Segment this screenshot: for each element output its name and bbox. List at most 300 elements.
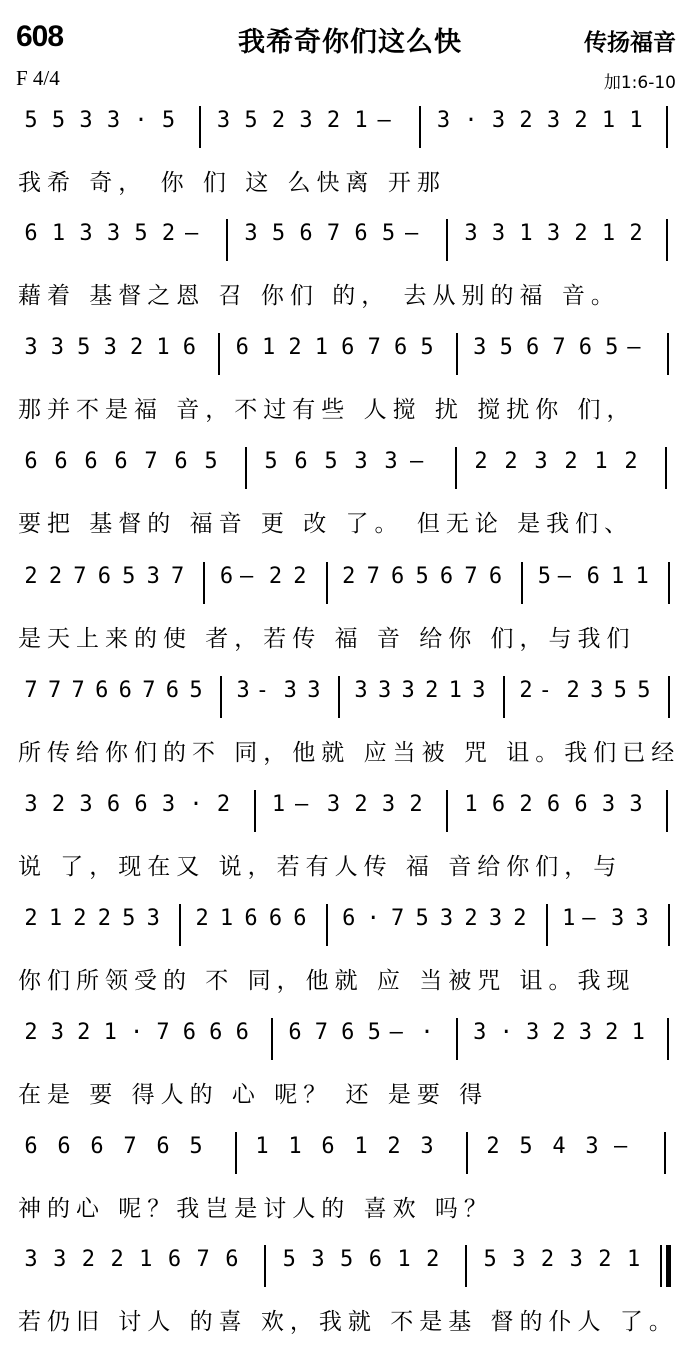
- note: 5: [415, 564, 429, 589]
- lyric-line: 说 了，现在又 说，若有人传 福 音给你们，与: [18, 854, 623, 880]
- note: 6: [342, 906, 356, 931]
- note: 7: [196, 1247, 210, 1272]
- score-line: [0, 441, 700, 551]
- barline: [220, 676, 222, 718]
- note: 3: [525, 1020, 540, 1045]
- score-line: [0, 670, 700, 780]
- note: 1: [261, 335, 276, 360]
- note: 2: [326, 108, 341, 133]
- note: 3: [491, 221, 506, 246]
- sustain-dash: —: [240, 564, 254, 589]
- note: 7: [314, 1020, 329, 1045]
- barline: [455, 447, 457, 489]
- dot-mark: ·: [129, 1020, 144, 1045]
- barline: [665, 447, 667, 489]
- note: 6: [439, 564, 454, 589]
- note: 6: [106, 792, 121, 817]
- note: 2: [474, 449, 488, 474]
- barline: [264, 1245, 266, 1287]
- notation-row: [0, 441, 700, 513]
- note: 3: [578, 1020, 593, 1045]
- note: 2: [81, 1247, 96, 1272]
- barline: [338, 676, 340, 718]
- lyric-line: 在是 要 得人的 心 呢？ 还 是要 得: [18, 1082, 489, 1108]
- note: 1: [271, 792, 286, 817]
- barline: [446, 219, 448, 261]
- note: 2: [598, 1247, 612, 1272]
- note: 6: [525, 335, 540, 360]
- note: 7: [366, 564, 380, 589]
- notation-row: [0, 1239, 700, 1311]
- hymn-title: 我希奇你们这么快: [238, 27, 462, 58]
- notation-row: [0, 1126, 700, 1198]
- note: 2: [574, 108, 588, 133]
- note: 6: [491, 792, 506, 817]
- note: 5: [367, 1020, 381, 1045]
- score-line: [0, 1012, 700, 1122]
- note: 3: [436, 108, 451, 133]
- notation-row: [0, 784, 700, 856]
- note: 3: [283, 678, 297, 703]
- note: 7: [123, 1134, 137, 1159]
- note: 2: [24, 564, 38, 589]
- note: 6: [368, 1247, 382, 1272]
- note: 3: [546, 221, 561, 246]
- note: 6: [354, 221, 368, 246]
- note: 3: [106, 221, 121, 246]
- note: 5: [519, 1134, 533, 1159]
- note: 6: [114, 449, 128, 474]
- note: 1: [219, 906, 234, 931]
- dot-mark: ·: [189, 792, 203, 817]
- note: 6: [174, 449, 188, 474]
- note: 2: [268, 564, 283, 589]
- note: 3: [299, 108, 313, 133]
- note: 6: [574, 792, 588, 817]
- note: 3: [590, 678, 604, 703]
- note: 1: [635, 564, 649, 589]
- note: 1: [562, 906, 576, 931]
- note: 5: [340, 1247, 354, 1272]
- notation-row: [0, 556, 700, 628]
- note: 6: [24, 1134, 38, 1159]
- note: 3: [384, 449, 398, 474]
- note: 6: [167, 1247, 182, 1272]
- note: 2: [409, 792, 423, 817]
- barline: [271, 1018, 273, 1060]
- note: 1: [354, 1134, 368, 1159]
- note: 3: [24, 1247, 38, 1272]
- note: 3: [24, 335, 38, 360]
- note: 6: [156, 1134, 170, 1159]
- note: 6: [225, 1247, 239, 1272]
- note: 3: [439, 906, 454, 931]
- note: 5: [77, 335, 91, 360]
- note: 3: [488, 906, 503, 931]
- note: 2: [519, 792, 533, 817]
- note: 3: [79, 221, 93, 246]
- note: 2: [48, 564, 63, 589]
- notation-row: [0, 670, 700, 742]
- note: 3: [236, 678, 250, 703]
- barline: [668, 562, 670, 604]
- note: 2: [51, 792, 66, 817]
- note: 3: [377, 678, 392, 703]
- note: 5: [51, 108, 66, 133]
- note: 3: [354, 449, 368, 474]
- score-line: [0, 327, 700, 437]
- note: 6: [586, 564, 600, 589]
- note: 6: [268, 906, 283, 931]
- note: 7: [47, 678, 62, 703]
- note: 2: [77, 1020, 91, 1045]
- sustain-dash: —: [405, 221, 419, 246]
- barline: [419, 106, 421, 148]
- note: 5: [415, 906, 429, 931]
- note: 5: [537, 564, 551, 589]
- note: 1: [611, 564, 625, 589]
- note: 3: [420, 1134, 434, 1159]
- note: 2: [519, 108, 533, 133]
- sustain-dash: —: [295, 792, 309, 817]
- sustain-dash: —: [377, 108, 391, 133]
- note: 5: [161, 108, 176, 133]
- note: 6: [341, 1020, 355, 1045]
- note: 3: [601, 792, 616, 817]
- lyric-line: 所传给你们的不 同，他就 应当被 咒 诅。我们已经: [18, 740, 681, 766]
- note: 3: [106, 108, 121, 133]
- note: 3: [611, 906, 625, 931]
- note: 5: [122, 564, 136, 589]
- note: 7: [142, 678, 156, 703]
- note: 6: [294, 449, 308, 474]
- notation-row: [0, 100, 700, 172]
- lyric-line: 神的心 呢？我岂是讨人的 喜欢 吗？: [18, 1196, 493, 1222]
- note: 2: [540, 1247, 555, 1272]
- note: 6: [235, 1020, 249, 1045]
- note: 1: [629, 108, 643, 133]
- note: 5: [204, 449, 218, 474]
- note: 3: [635, 906, 649, 931]
- note: 2: [288, 335, 302, 360]
- dot-mark: ·: [366, 906, 380, 931]
- note: 7: [71, 678, 85, 703]
- note: 3: [79, 792, 93, 817]
- score-line: [0, 784, 700, 894]
- note: 1: [626, 1247, 641, 1272]
- note: 1: [139, 1247, 153, 1272]
- note: 7: [326, 221, 341, 246]
- note: 1: [594, 449, 608, 474]
- note: 6: [321, 1134, 335, 1159]
- note: 3: [381, 792, 396, 817]
- note: 2: [564, 449, 578, 474]
- sustain-dash: —: [557, 564, 572, 589]
- note: 7: [552, 335, 566, 360]
- note: 5: [264, 449, 278, 474]
- category-label: 传扬福音: [584, 30, 676, 56]
- notation-row: [0, 213, 700, 285]
- note: 6: [24, 221, 38, 246]
- note: 1: [288, 1134, 302, 1159]
- note: 6: [299, 221, 313, 246]
- note: 6: [546, 792, 561, 817]
- note: 6: [182, 335, 197, 360]
- note: 6: [293, 906, 307, 931]
- barline: [667, 1018, 669, 1060]
- note: 7: [24, 678, 38, 703]
- barline: [226, 219, 228, 261]
- note: 3: [491, 108, 506, 133]
- barline: [456, 1018, 458, 1060]
- note: 7: [73, 564, 87, 589]
- note: 2: [97, 906, 111, 931]
- note: 2: [387, 1134, 401, 1159]
- note: 7: [367, 335, 381, 360]
- sustain-dash: -: [538, 678, 552, 703]
- barline: [446, 790, 448, 832]
- barline: [245, 447, 247, 489]
- barline: [503, 676, 505, 718]
- note: 2: [624, 449, 638, 474]
- note: 6: [84, 449, 98, 474]
- note: 2: [110, 1247, 124, 1272]
- note: 1: [397, 1247, 411, 1272]
- note: 5: [324, 449, 338, 474]
- note: 2: [629, 221, 643, 246]
- barline: [546, 904, 548, 946]
- note: 3: [629, 792, 643, 817]
- note: 1: [601, 108, 616, 133]
- barline: [666, 790, 668, 832]
- note: 2: [574, 221, 588, 246]
- note: 5: [244, 108, 258, 133]
- note: 1: [156, 335, 170, 360]
- note: 6: [182, 1020, 197, 1045]
- note: 5: [605, 335, 619, 360]
- note: 5: [24, 108, 38, 133]
- sustain-dash: —: [410, 449, 424, 474]
- barline: [326, 904, 328, 946]
- note: 6: [24, 449, 38, 474]
- note: 3: [473, 335, 487, 360]
- note: 6: [118, 678, 132, 703]
- note: 3: [244, 221, 258, 246]
- note: 1: [48, 906, 63, 931]
- barline: [326, 562, 328, 604]
- sustain-dash: —: [627, 335, 641, 360]
- note: 3: [50, 335, 65, 360]
- note: 3: [354, 678, 368, 703]
- barline: [456, 333, 458, 375]
- note: 1: [354, 108, 368, 133]
- note: 3: [53, 1247, 67, 1272]
- note: 5: [189, 678, 203, 703]
- barline: [254, 790, 256, 832]
- note: 5: [381, 221, 396, 246]
- note: 4: [552, 1134, 566, 1159]
- note: 2: [486, 1134, 500, 1159]
- dot-mark: ·: [464, 108, 478, 133]
- note: 6: [57, 1134, 71, 1159]
- note: 7: [156, 1020, 170, 1045]
- note: 1: [314, 335, 329, 360]
- dot-mark: ·: [499, 1020, 513, 1045]
- note: 2: [129, 335, 144, 360]
- note: 2: [425, 678, 439, 703]
- barline: [668, 676, 670, 718]
- note: 3: [307, 678, 321, 703]
- note: 6: [209, 1020, 223, 1045]
- note: 3: [24, 792, 38, 817]
- note: 1: [464, 792, 478, 817]
- barline: [466, 1132, 468, 1174]
- score-line: [0, 213, 700, 323]
- note: 1: [51, 221, 66, 246]
- final-barline: [666, 1245, 671, 1287]
- note: 7: [391, 906, 405, 931]
- note: 2: [605, 1020, 619, 1045]
- note: 3: [464, 221, 478, 246]
- note: 2: [161, 221, 176, 246]
- note: 6: [244, 906, 258, 931]
- sustain-dash: -: [255, 678, 269, 703]
- note: 2: [426, 1247, 440, 1272]
- note: 2: [354, 792, 368, 817]
- dot-mark: ·: [134, 108, 148, 133]
- note: 3: [546, 108, 561, 133]
- note: 6: [90, 1134, 104, 1159]
- note: 5: [613, 678, 627, 703]
- note: 7: [144, 449, 158, 474]
- note: 1: [631, 1020, 645, 1045]
- sustain-dash: —: [582, 906, 596, 931]
- lyric-line: 藉着 基督之恩 召 你们 的， 去从别的福 音。: [18, 283, 620, 309]
- note: 6: [97, 564, 111, 589]
- notation-row: [0, 327, 700, 399]
- header: [0, 14, 700, 56]
- note: 3: [512, 1247, 526, 1272]
- barline: [203, 562, 205, 604]
- note: 2: [195, 906, 209, 931]
- sustain-dash: —: [389, 1020, 403, 1045]
- note: 3: [311, 1247, 325, 1272]
- note: 1: [519, 221, 533, 246]
- note: 5: [499, 335, 513, 360]
- barline: [179, 904, 181, 946]
- dot-mark: ·: [420, 1020, 434, 1045]
- lyric-line: 是天上来的使 者，若传 福 音 给你 们，与我们: [18, 626, 636, 652]
- barline: [218, 333, 220, 375]
- note: 2: [566, 678, 580, 703]
- sustain-dash: —: [185, 221, 199, 246]
- note: 6: [95, 678, 109, 703]
- note: 3: [146, 564, 160, 589]
- lyric-line: 若仍旧 讨人 的喜 欢，我就 不是基 督的仆人 了。: [18, 1309, 678, 1335]
- note: 6: [235, 335, 249, 360]
- note: 6: [391, 564, 405, 589]
- note: 6: [578, 335, 593, 360]
- note: 6: [54, 449, 68, 474]
- barline: [666, 106, 668, 148]
- note: 2: [216, 792, 231, 817]
- note: 3: [569, 1247, 583, 1272]
- note: 3: [534, 449, 548, 474]
- note: 1: [601, 221, 616, 246]
- note: 1: [103, 1020, 117, 1045]
- note: 5: [271, 221, 286, 246]
- barline: [668, 904, 670, 946]
- score-line: [0, 1239, 700, 1349]
- note: 2: [342, 564, 356, 589]
- note: 3: [401, 678, 415, 703]
- notation-row: [0, 898, 700, 970]
- note: 1: [255, 1134, 269, 1159]
- note: 3: [103, 335, 117, 360]
- sustain-dash: —: [614, 1134, 628, 1159]
- score-line: [0, 556, 700, 666]
- note: 5: [483, 1247, 497, 1272]
- barline: [664, 1132, 666, 1174]
- note: 2: [464, 906, 478, 931]
- note: 7: [171, 564, 185, 589]
- note: 2: [293, 564, 307, 589]
- barline: [521, 562, 523, 604]
- note: 5: [134, 221, 148, 246]
- note: 3: [473, 1020, 487, 1045]
- note: 3: [216, 108, 231, 133]
- note: 2: [552, 1020, 566, 1045]
- key-time-signature: F 4/4: [16, 66, 60, 90]
- note: 2: [504, 449, 518, 474]
- note: 5: [637, 678, 651, 703]
- note: 2: [271, 108, 286, 133]
- note: 5: [282, 1247, 296, 1272]
- note: 3: [585, 1134, 599, 1159]
- note: 2: [513, 906, 527, 931]
- note: 5: [189, 1134, 203, 1159]
- note: 2: [519, 678, 533, 703]
- barline: [199, 106, 201, 148]
- score-line: [0, 898, 700, 1008]
- note: 2: [24, 1020, 38, 1045]
- note: 5: [122, 906, 136, 931]
- score-line: [0, 1126, 700, 1236]
- note: 3: [79, 108, 93, 133]
- note: 6: [134, 792, 148, 817]
- note: 3: [161, 792, 176, 817]
- note: 1: [448, 678, 462, 703]
- hymn-number: 608: [16, 20, 64, 53]
- note: 6: [219, 564, 234, 589]
- note: 6: [393, 335, 408, 360]
- notation-row: [0, 1012, 700, 1084]
- note: 2: [24, 906, 38, 931]
- note: 3: [146, 906, 160, 931]
- barline: [666, 219, 668, 261]
- barline: [465, 1245, 467, 1287]
- note: 6: [288, 1020, 302, 1045]
- note: 2: [73, 906, 87, 931]
- lyric-line: 你们所领受的 不 同，他就 应 当被咒 诅。我现: [18, 968, 636, 994]
- score-line: [0, 100, 700, 210]
- lyric-line: 那并不是福 音，不过有些 人搅 扰 搅扰你 们，: [18, 397, 636, 423]
- note: 3: [472, 678, 486, 703]
- note: 6: [341, 335, 355, 360]
- note: 6: [488, 564, 503, 589]
- final-barline-thin: [660, 1245, 662, 1287]
- note: 3: [326, 792, 341, 817]
